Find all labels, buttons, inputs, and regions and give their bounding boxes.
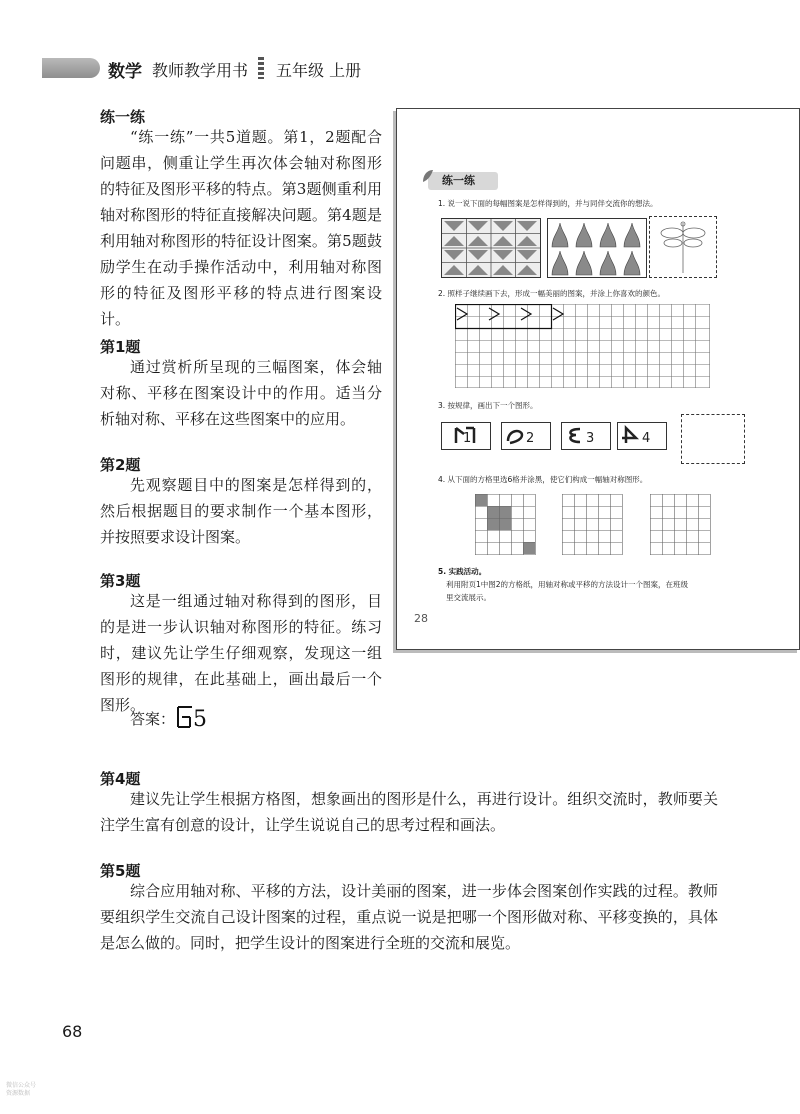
q2-title: 第2题 [100, 456, 141, 474]
ex2-grid [455, 304, 711, 392]
q3-answer-value: 5 [193, 707, 207, 730]
q4-title: 第4题 [100, 770, 141, 788]
ex3-figure-3 [561, 422, 611, 450]
ex3-figure-3-digit: 3 [586, 431, 595, 446]
ex3-figure-2 [501, 422, 551, 450]
ex3-figure-2-digit: 2 [526, 431, 535, 446]
watermark-line-2: 资源数据 [6, 1090, 31, 1097]
header-grade: 五年级 上册 [276, 61, 362, 80]
ex1-pattern-1 [441, 218, 541, 278]
q3-text: 这是一组通过轴对称得到的图形，目的是进一步认识轴对称图形的特征。练习时，建议先让学生仔细观察，发现这一组图形的规律，在此基础上，画出最后一个图形。 [100, 592, 382, 714]
header-subject: 数学 [108, 62, 142, 82]
textbook-banner: 练一练 [428, 172, 498, 190]
ex3-answer-box [681, 414, 745, 464]
section-title: 练一练 [100, 108, 146, 126]
ex4-grid-2 [562, 494, 624, 560]
ex5-text-line2: 里交流展示。 [446, 593, 491, 602]
ex3-figure-1-digit: 1 [463, 431, 472, 446]
header-tab-decoration [42, 58, 100, 78]
textbook-page-number: 28 [414, 612, 428, 625]
q3-answer-figure [176, 704, 208, 730]
ex4-grid-1 [475, 494, 537, 560]
leaf-icon [422, 168, 434, 182]
ex4-text: 4. 从下面的方格里选6格并涂黑，使它们构成一幅轴对称图形。 [438, 475, 648, 484]
ex3-text: 3. 按规律，画出下一个图形。 [438, 401, 538, 410]
ex1-text: 1. 说一说下面的每幅图案是怎样得到的，并与同伴交流你的想法。 [438, 199, 658, 208]
q1-title: 第1题 [100, 338, 141, 356]
q3-title: 第3题 [100, 572, 141, 590]
ex2-text: 2. 照样子继续画下去，形成一幅美丽的图案，并涂上你喜欢的颜色。 [438, 289, 666, 298]
watermark-line-1: 微信公众号 [6, 1082, 37, 1089]
ex3-figure-4 [617, 422, 667, 450]
q5-title: 第5题 [100, 862, 141, 880]
intro-paragraph: “练一练”一共5道题。第1，2题配合问题串，侧重让学生再次体会轴对称图形的特征及图形平移的特点。第3题侧重利用轴对称图形的特征直接解决问题。第4题是利用轴对称图形的特征设计图案。第5题鼓励学生在动手操作活动中，利用轴对称图形的特征及图形平移的特点进行图案设计。 [100, 128, 382, 328]
q4-text: 建议先让学生根据方格图，想象画出的图形是什么，再进行设计。组织交流时，教师要关注学生富有创意的设计，让学生说说自己的思考过程和画法。 [100, 790, 718, 834]
ex5-title: 5. 实践活动。 [438, 567, 487, 576]
q1-text: 通过赏析所呈现的三幅图案，体会轴对称、平移在图案设计中的作用。适当分析轴对称、平移在这些图案中的应用。 [100, 358, 382, 428]
watermark [6, 1082, 36, 1098]
ex4-grid-3 [650, 494, 712, 560]
page-number: 68 [62, 1022, 83, 1041]
q2-text: 先观察题目中的图案是怎样得到的，然后根据题目的要求制作一个基本图形，并按照要求设计图案。 [100, 476, 382, 546]
q5-text: 综合应用轴对称、平移的方法，设计美丽的图案，进一步体会图案创作实践的过程。教师要组织学生交流自己设计图案的过程，重点说一说是把哪一个图形做对称、平移变换的，具体是怎么做的。同时，把学生设计的图案进行全班的交流和展览。 [100, 882, 718, 952]
ex3-figure-4-digit: 4 [642, 431, 651, 446]
header-separator [258, 57, 264, 79]
ex3-figure-1 [441, 422, 491, 450]
q3-answer-label: 答案： [130, 710, 176, 728]
ex5-text-line1: 利用附页1中图2的方格纸，用轴对称或平移的方法设计一个图案，在班级 [446, 580, 689, 589]
header-book: 教师教学用书 [152, 61, 249, 80]
ex1-pattern-3-dragonfly [649, 216, 717, 278]
ex1-pattern-2 [547, 218, 647, 278]
